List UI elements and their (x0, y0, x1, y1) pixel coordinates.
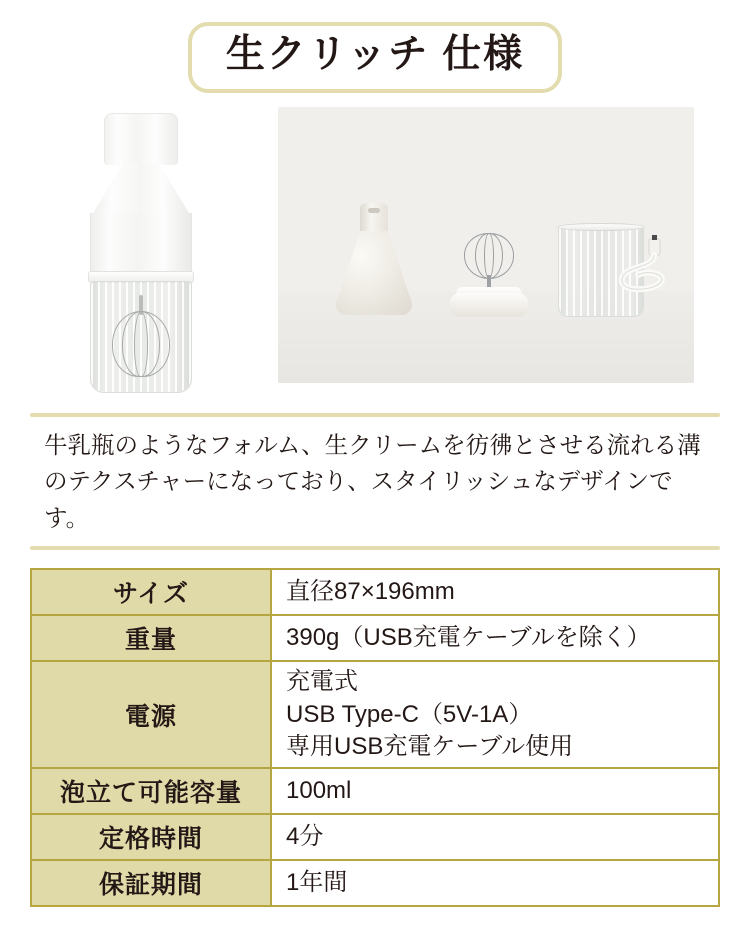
spec-value (271, 569, 719, 615)
spec-key: 泡立て可能容量 (31, 768, 271, 814)
page-title: 生クリッチ 仕様 (225, 33, 525, 76)
bottle-shoulder (92, 163, 190, 215)
spec-value (271, 661, 719, 768)
table-row (31, 860, 719, 906)
table-row (31, 569, 719, 615)
spec-key: 保証期間 (31, 860, 271, 906)
table-row (31, 661, 719, 768)
whisk-loop-inner (134, 311, 148, 377)
whisk-attachment-part (450, 229, 528, 317)
spec-key: 重量 (31, 615, 271, 661)
bottle-illustration (82, 113, 202, 395)
spec-value-line: 100ml (286, 777, 352, 805)
bottle-neck (104, 113, 178, 165)
description-text: 牛乳瓶のようなフォルム、生クリームを彷彿とさせる流れる溝のテクスチャーになっており、スタイリッシュなデザインです。 (44, 431, 701, 531)
spec-value-line: 390g（USB充電ケーブルを除く） (286, 623, 651, 651)
glass-rim (557, 223, 645, 231)
product-photo-parts (278, 107, 694, 383)
spec-value-line: 直径87×196mm (286, 577, 455, 605)
spec-value-line: 充電式 (286, 668, 358, 696)
spec-table (30, 568, 720, 907)
spec-value-line: 4分 (286, 823, 324, 851)
description-block (30, 413, 720, 550)
attachment-base (450, 293, 528, 317)
spec-key: サイズ (31, 569, 271, 615)
usb-cable-icon (608, 235, 682, 309)
usb-cable-part (608, 235, 682, 309)
whisk-head-icon (464, 233, 514, 291)
product-photo-bottle (58, 107, 243, 397)
spec-value-line: 専用USB充電ケーブル使用 (286, 732, 574, 760)
spec-value (271, 615, 719, 661)
spec-value (271, 860, 719, 906)
table-row (31, 768, 719, 814)
spec-key: 電源 (31, 661, 271, 768)
motor-body (336, 231, 412, 315)
attachment-loop-inner (484, 233, 494, 279)
spec-value-line: USB Type-C（5V-1A） (286, 700, 533, 728)
spec-value-line: 1年間 (286, 869, 348, 897)
spec-value (271, 768, 719, 814)
spec-table-body (31, 569, 719, 906)
power-button-icon (368, 208, 380, 213)
title-section (0, 0, 750, 93)
spec-value (271, 814, 719, 860)
table-row (31, 814, 719, 860)
whisk-icon (112, 295, 170, 379)
motor-unit-part (336, 203, 412, 315)
spec-key: 定格時間 (31, 814, 271, 860)
bottle-body (90, 213, 192, 275)
title-frame (188, 22, 562, 93)
table-row (31, 615, 719, 661)
photo-section (0, 107, 750, 407)
